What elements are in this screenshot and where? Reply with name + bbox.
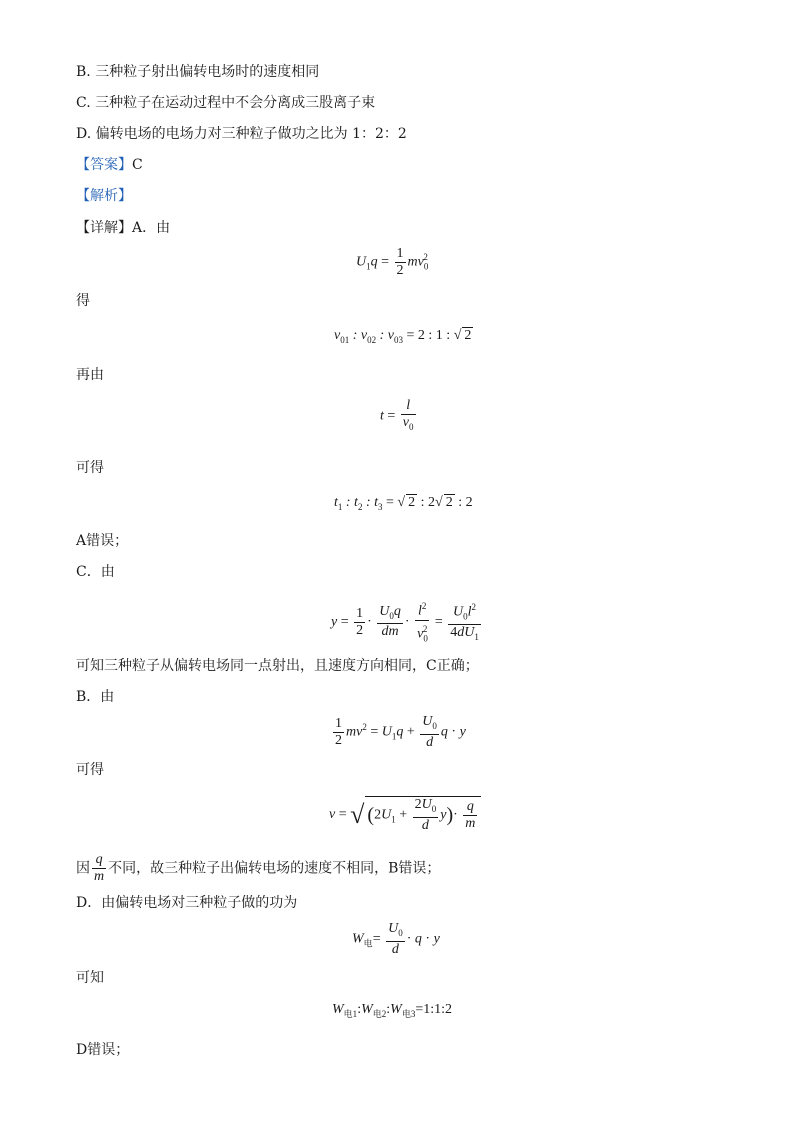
equation-9: $W_{电1}:W_{电2}:W_{电3}=1:1:2$ — [332, 1002, 453, 1019]
text-d-wrong: D错误； — [76, 1042, 130, 1058]
text-kede-2: 可得 — [76, 762, 104, 778]
equation-6: $\frac{1}{2}$ $mv^2 = U_1q$ + $\frac{U_0}{d}$ q · y — [335, 714, 466, 750]
detail-a-line — [76, 218, 170, 238]
option-b: B. 三种粒子射出偏转电场时的速度相同 — [76, 64, 320, 80]
option-c: C. 三种粒子在运动过程中不会分离成三股离子束 — [76, 95, 376, 111]
equation-4: $t_1$ : $t_2$ : $t_3$ = √ 2 : 2√ 2 : 2 — [334, 495, 473, 512]
b-reason-line — [76, 852, 440, 885]
equation-2: $v_{01}$ : $v_{02}$ : $v_{03} = 2$ : 1 : √ 2 — [334, 328, 472, 345]
text-c-conclusion: 可知三种粒子从偏转电场同一点射出，且速度方向相同，C正确； — [76, 658, 479, 674]
text-zaiyou: 再由 — [76, 367, 104, 383]
text-d-intro: D．由偏转电场对三种粒子做的功为 — [76, 895, 298, 911]
equation-5: y = $\frac{1}{2}$ · $\frac{U_0q}{dm}$ · $\frac{l^2}{v_0^2}$ = $\frac{U_0l^2}{4dU_1}$ — [331, 598, 483, 646]
answer-label: 【答案】 — [76, 157, 132, 173]
text-b-intro: B．由 — [76, 689, 115, 705]
equation-1: $U_1q$ = $\frac{1}{2}$ $mv_0^2$ — [356, 246, 429, 278]
text-kede-1: 可得 — [76, 460, 104, 476]
equation-3: t = $\frac{l}{v_0}$ — [380, 398, 414, 432]
text-kezhi: 可知 — [76, 970, 104, 986]
answer-value: C — [132, 157, 143, 173]
text-b-prefix: 因 — [76, 860, 90, 877]
equation-8: $W_电=$ $\frac{U_0}{d}$ · q · y — [352, 921, 440, 957]
inline-fraction-q-m: $\frac{q}{m}$ — [94, 852, 105, 884]
equation-7: v = √ ($2U_1$ + $\frac{2U_0}{d}$ y)· $\frac{q}{m}$ — [329, 796, 481, 834]
text-a-wrong: A错误； — [76, 533, 129, 549]
text-de: 得 — [76, 293, 90, 309]
option-d: D. 偏转电场的电场力对三种粒子做功之比为 1：2：2 — [76, 126, 407, 142]
detail-label: 【详解】 — [76, 220, 132, 236]
text-b-suffix: 不同，故三种粒子出偏转电场的速度不相同，B错误； — [108, 860, 441, 877]
detail-a-intro: A．由 — [132, 220, 171, 236]
analysis-label: 【解析】 — [76, 188, 132, 204]
answer-line — [76, 155, 143, 175]
text-c-intro: C．由 — [76, 564, 115, 580]
